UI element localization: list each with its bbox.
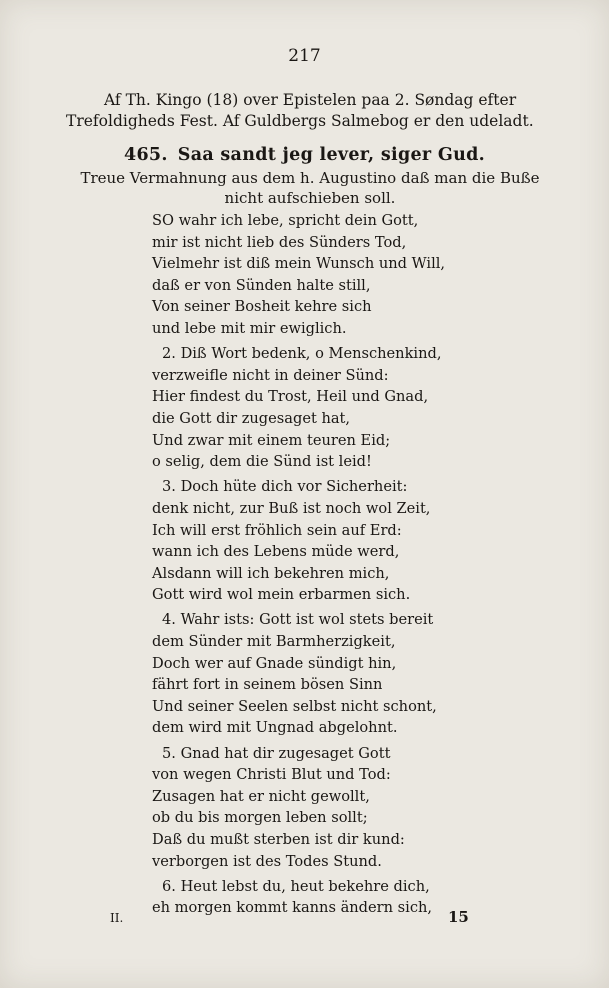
verse (152, 343, 452, 473)
hymn-verses (152, 210, 452, 919)
verse-line: verborgen ist des Todes Stund. (152, 852, 382, 870)
verse-line: Alsdann will ich bekehren mich, (152, 564, 390, 582)
verse-line: die Gott dir zugesaget hat, (152, 409, 351, 427)
verse-line: fährt fort in seinem bösen Sinn (152, 676, 383, 694)
page-number: 217 (288, 46, 321, 66)
verse-line: daß er von Sünden halte still, (152, 276, 371, 294)
hymn-subtitle (80, 168, 540, 208)
verse-line: dem wird mit Ungnad abgelohnt. (152, 719, 398, 737)
verse-line: Vielmehr ist diß mein Wunsch und Will, (152, 255, 446, 273)
verse-line: Von seiner Bosheit kehre sich (152, 298, 372, 316)
intro-line-1: Af Th. Kingo (18) over Epistelen paa 2. Søndag efter (104, 91, 517, 109)
verse-line: Und zwar mit einem teuren Eid; (152, 431, 391, 449)
verse-line: wann ich des Lebens müde werd, (152, 543, 400, 561)
subtitle-line-2: nicht aufschieben soll. (224, 189, 396, 207)
hymn-title: Saa sandt jeg lever, siger Gud. (177, 145, 486, 165)
verse-line: von wegen Christi Blut und Tod: (152, 766, 391, 784)
verse-line: dem Sünder mit Barmherzigkeit, (152, 633, 396, 651)
hymn-heading (0, 145, 609, 165)
verse-line: denk nicht, zur Buß ist noch wol Zeit, (152, 499, 431, 517)
verse-line: Gott wird wol mein erbarmen sich. (152, 586, 411, 604)
subtitle-line-1: Treue Vermahnung aus dem h. Augustino daß man die Buße (80, 169, 540, 187)
verse-line: Hier findest du Trost, Heil und Gnad, (152, 388, 429, 406)
verse (152, 876, 452, 919)
verse-line: ob du bis morgen leben sollt; (152, 809, 368, 827)
verse-line: und lebe mit mir ewiglich. (152, 319, 347, 337)
verse-line: 5. Gnad hat dir zugesaget Gott (162, 744, 391, 762)
verse-line: 4. Wahr ists: Gott ist wol stets bereit (162, 611, 434, 629)
verse-line: Daß du mußt sterben ist dir kund: (152, 831, 405, 848)
verse (152, 210, 452, 340)
verse (152, 476, 452, 606)
verse-line: 3. Doch hüte dich vor Sicherheit: (162, 478, 408, 496)
verse-line: mir ist nicht lieb des Sünders Tod, (152, 233, 407, 251)
hymn-number: 465. (123, 145, 168, 165)
verse-line: o selig, dem die Sünd ist leid! (152, 453, 372, 471)
sheet-number: 15 (448, 908, 469, 926)
verse-line: SO wahr ich lebe, spricht dein Gott, (152, 212, 419, 229)
intro-line-2: Trefoldigheds Fest. Af Guldbergs Salmebog er den udeladt. (66, 112, 534, 130)
signature-mark: II. (110, 911, 124, 925)
verse-line: Doch wer auf Gnade sündigt hin, (152, 654, 397, 672)
verse-line: 6. Heut lebst du, heut bekehre dich, (162, 877, 430, 895)
verse-line: Zusagen hat er nicht gewollt, (152, 787, 370, 805)
intro-note (66, 90, 540, 132)
verse-line: verzweifle nicht in deiner Sünd: (152, 366, 389, 384)
verse (152, 743, 452, 873)
verse-line: Und seiner Seelen selbst nicht schont, (152, 697, 437, 715)
verse (152, 609, 452, 739)
verse-line: Ich will erst fröhlich sein auf Erd: (152, 521, 402, 539)
verse-line: 2. Diß Wort bedenk, o Menschenkind, (162, 345, 442, 363)
verse-line: eh morgen kommt kanns ändern sich, (152, 899, 433, 917)
